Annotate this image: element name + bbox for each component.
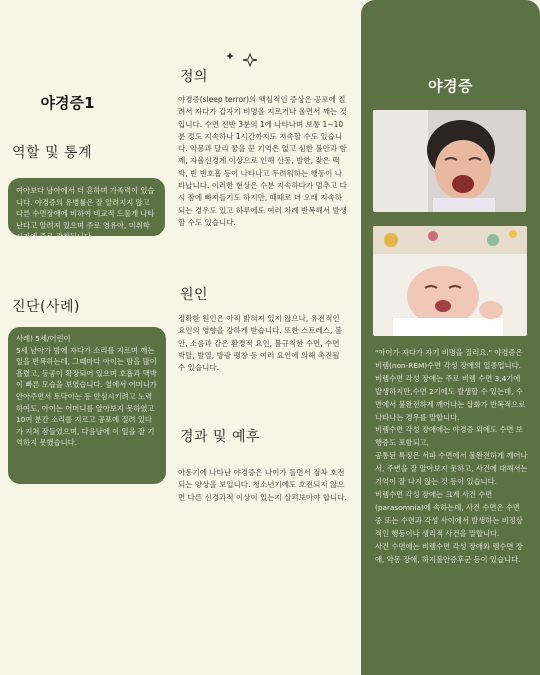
sidebar-paragraph: 공통된 특징은 서파 수면에서 불완전하게 깨어나서, 주변을 잘 알아보지 못하고, 사건에 대해서는 기억이 잘 나지 않는 것 등이 있습니다. <box>375 451 528 487</box>
definition-heading: 정의 <box>180 69 209 85</box>
stats-box <box>8 178 165 242</box>
sidebar-paragraph: 사건 수면에는 비렘수면 각성 장애와 렘수면 장애, 악몽 장애, 하지불안증후군 등이 있습니다. <box>375 541 523 564</box>
sparkle-icon <box>222 50 262 68</box>
sidebar-panel <box>361 0 540 675</box>
sidebar-paragraph: "아이가 자다가 자기 비명을 질러요." 야경증은 비렘(non-REM)수면 각성 장애의 일종입니다. <box>375 348 523 370</box>
definition-text: 야경증(sleep terror)의 핵심적인 증상은 공포에 질려서 자다가 갑자기 비명을 지르거나 울면서 깨는 것입니다. 수면 전반 3분의 1에 나타나며 보통 1~10분 정도 지속하나 1시간까지도 지속할 수도 있습니다. 악몽과 달리 꿈을 꾼 기억은 없고 심한 불안과 함께, 자율신경계 이상으로 인해 산동, 발한, 잦은 맥박, 빈 빈호흡 등이 나타나고 두려워하는 행동이 나타납니다. 이러한 현상은 수분 지속하다가 멈추고 다시 잠에 빠져들기도 하지만, 때때로 더 오래 지속하되는 경우도 있고 하루에도 여러 차례 반복해서 발생할 수도 있습니다. <box>178 95 347 227</box>
sidebar-paragraph: 비렘수면 각성 장애는 주로 비렘 수면 3,4기에 발생하지만,수면 2기에도 발생할 수 있는데, 수면에서 불완전하게 깨어나는 삽화가 반복적으로 나타나는 경우를 말합니다. <box>375 373 526 422</box>
course-text: 아동기에 나타난 야경증은 나이가 들면서 점차 호전되는 양상을 보입니다. 청소년기에도 호전되지 않으면 다른 신경과적 이상이 있는지 살펴보아야 합니다. <box>178 468 347 502</box>
case-box <box>8 327 166 484</box>
sidebar-paragraph: 비렘수면 각성 장애는 크게 사건 수면(parasomnia)에 속하는데, 사건 수면은 수면 중 또는 수면과 각성 사이에서 발생하는 비정상적인 행동이나 생리적 사건을 말합니다. <box>375 489 523 538</box>
cause-heading: 원인 <box>180 287 209 303</box>
sidebar-text <box>375 347 528 566</box>
case-heading: 진단(사례) <box>12 299 81 315</box>
sidebar-paragraph: 비렘수면 각성 장애에는 야경증 외에도 수면 보행증도 포함되고, <box>375 425 523 448</box>
stats-text: 여아보다 남아에서 더 흔하며 가족력이 있습니다. 야경증의 유병률은 잘 알려지지 않고 다른 수면장애에 비하여 비교적 드물게 나타난다고 알려져 있으며 주로 영유아, 미취학 시기에 주로 관찰됩니다 <box>16 186 155 242</box>
course-heading: 경과 및 예후 <box>180 429 261 445</box>
case-text: 5세 남아가 밤에 자다가 소리를 지르며 깨는 일을 반복하는데, 그때마다 아이는 땀을 많이 흘렸고, 동공이 확장되어 있으며 호흡과 맥박이 빠른 모습을 보였습니다. 옆에서 어머니가 안아주면서 토닥이는 등 안심시키려고 노력하여도, 아이는 어머니를 알아보지 못하였고 10여 분간 소리를 지르고 공포에 질려 있다가 지쳐 잠들었으며, 다음날에 이 일을 잘 기억하지 못했습니다. <box>16 345 157 448</box>
page-title: 야경증1 <box>40 94 95 112</box>
crying-baby-photo <box>373 226 527 336</box>
cause-text: 정확한 원인은 아직 밝혀져 있지 않으나, 유전적인 요인의 영향을 강하게 받습니다. 또한 스트레스, 불안, 소음과 같은 환경적 요인, 불규칙한 수면, 수면 박탈, 발열, 방광 팽창 등 여러 요인에 의해 촉진될 수 있습니다. <box>178 314 342 373</box>
sidebar-title: 야경증 <box>428 77 473 95</box>
stats-heading: 역할 및 통계 <box>12 145 93 161</box>
case-label: 사례) 5세/어린이 <box>16 334 71 343</box>
crying-toddler-photo <box>373 110 526 212</box>
